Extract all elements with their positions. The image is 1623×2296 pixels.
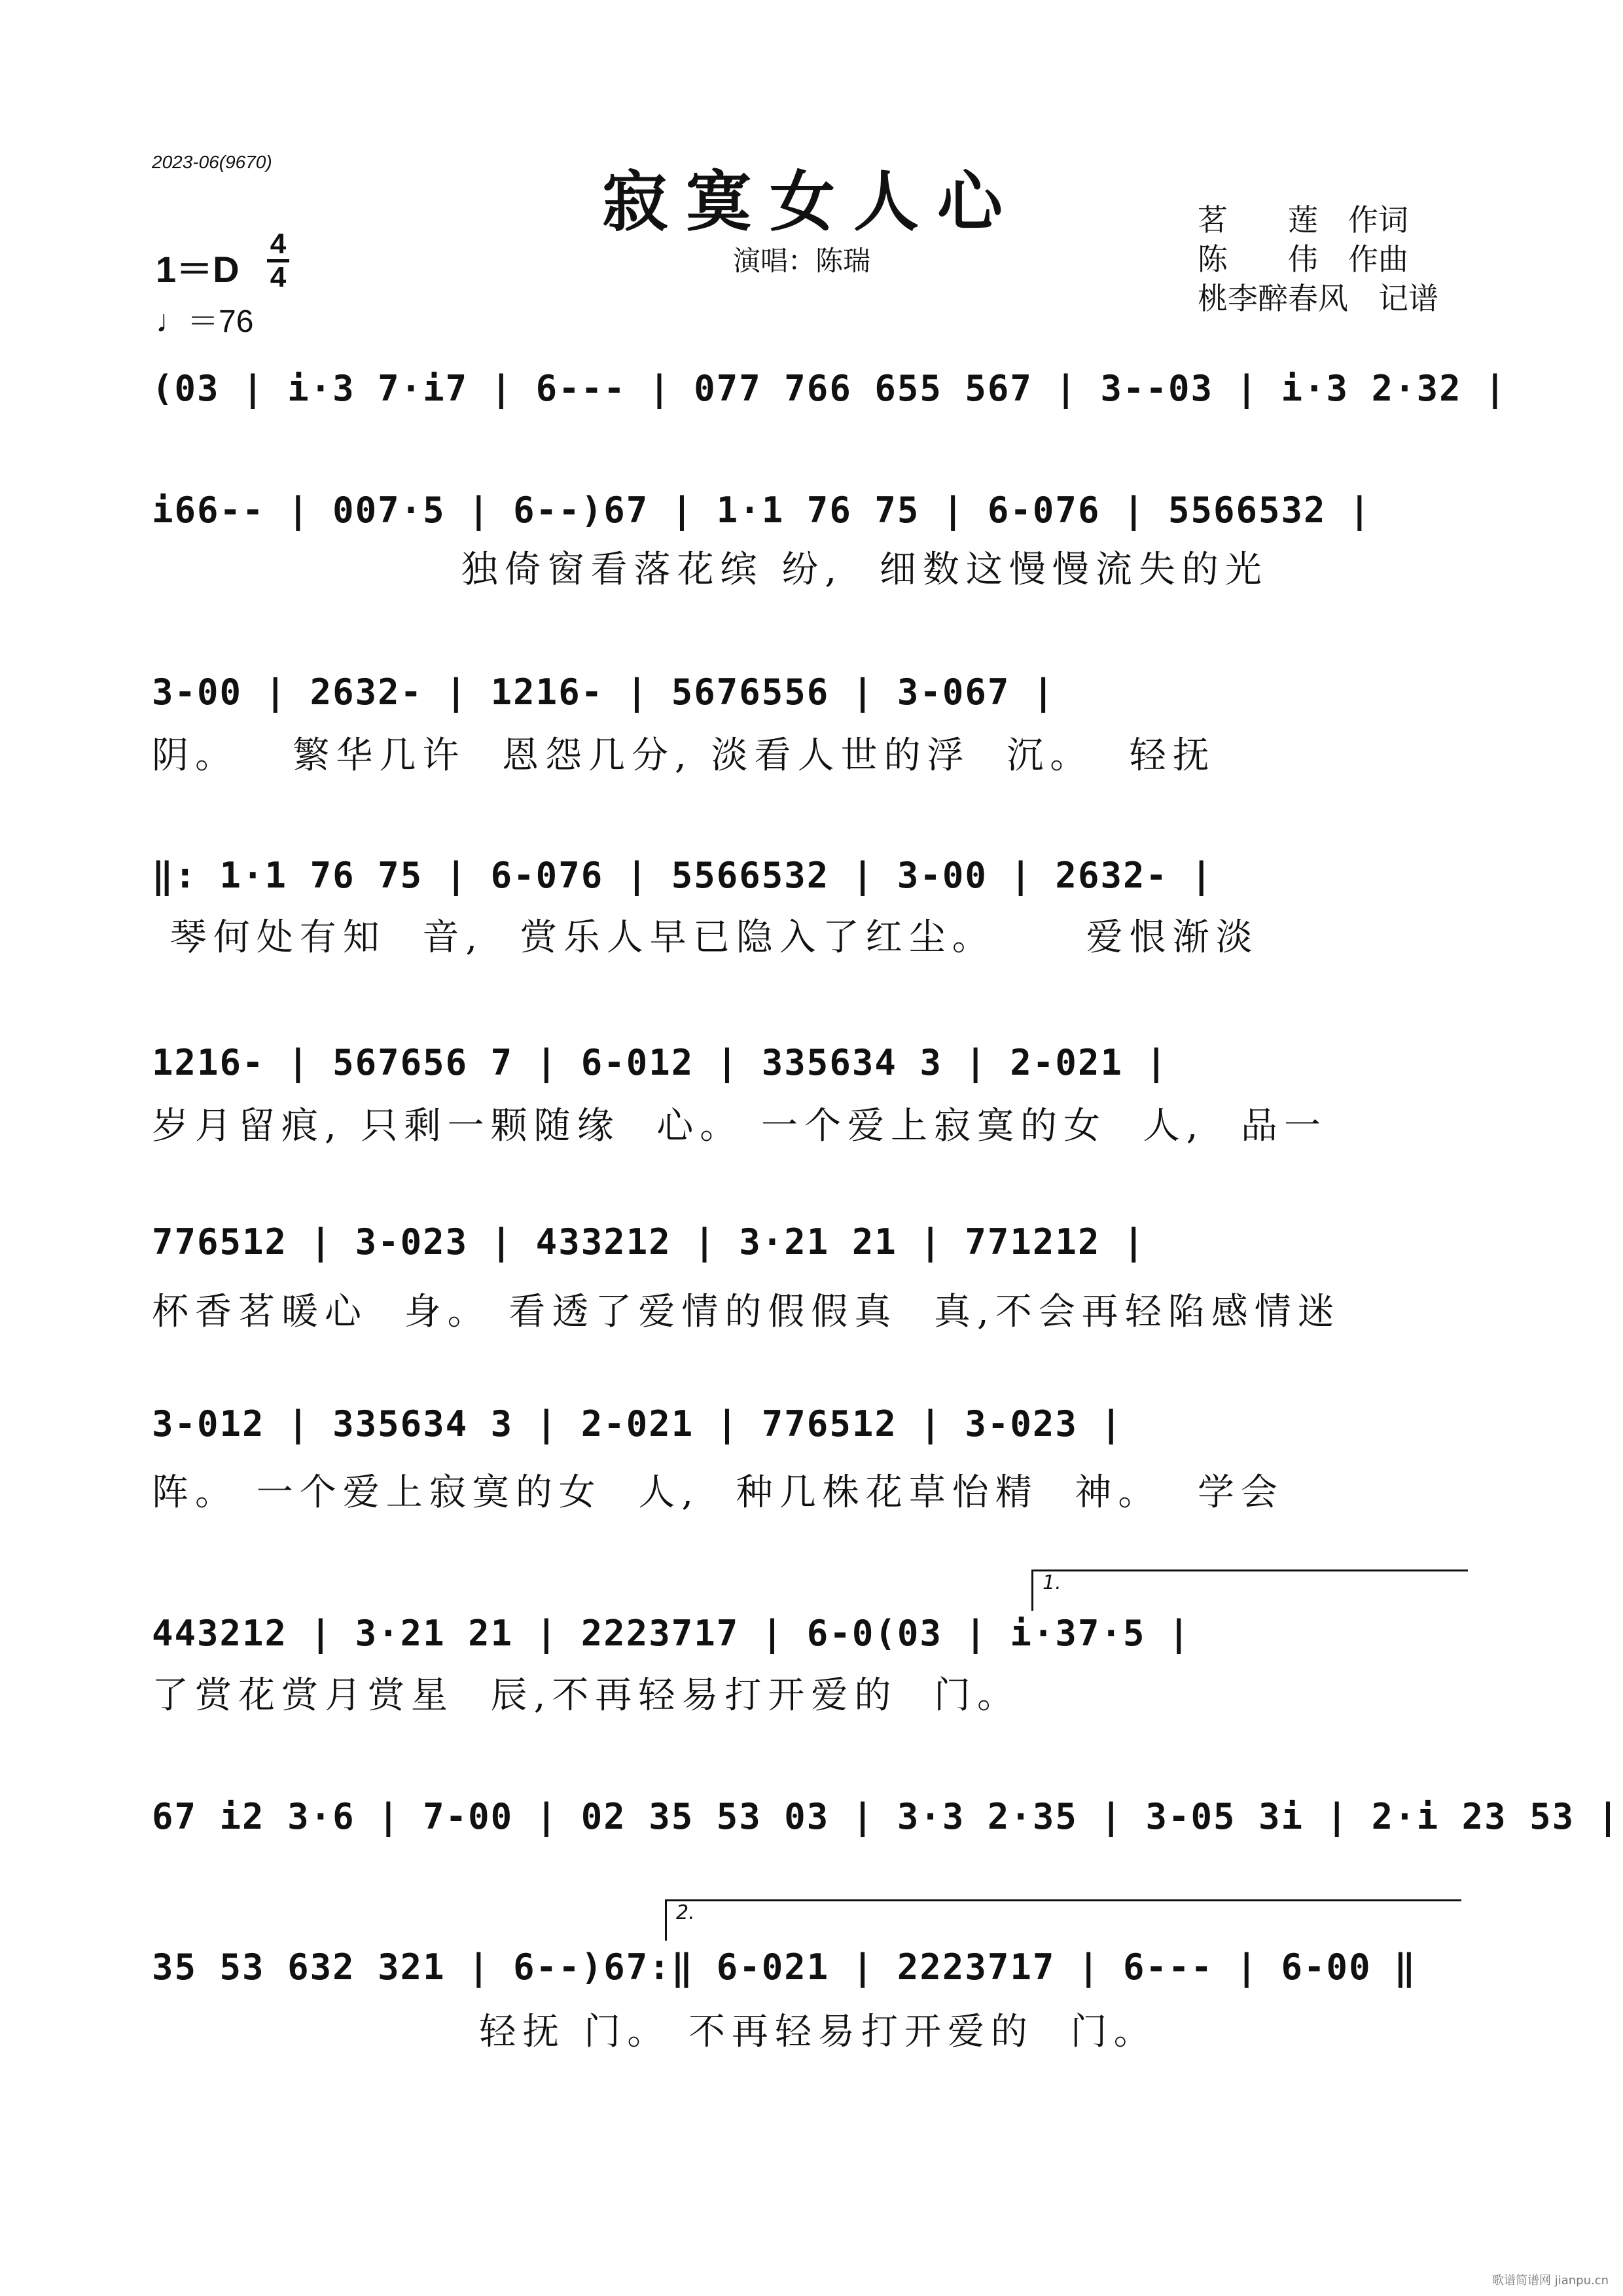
score-line-9: 67 i2 3·6 | 7-00 | 02 35 53 03 | 3·3 2·35 | 3-05 3i | 2·i 23 53 | bbox=[152, 1795, 1620, 1837]
score-line-3: 3-00 | 2632- | 1216- | 5676556 | 3-067 | bbox=[152, 671, 1056, 713]
score-line-5: 1216- | 567656 7 | 6-012 | 335634 3 | 2-021 | bbox=[152, 1041, 1168, 1083]
transcriber-credit: 桃李醉春风 记谱 bbox=[1198, 281, 1438, 316]
key-signature: 1＝D bbox=[156, 249, 240, 290]
score-code: 2023-06(9670) bbox=[152, 152, 272, 172]
lyrics-line-5: 岁月留痕, 只剩一颗随缘 心。 一个爱上寂寞的女 人, 品一 bbox=[152, 1105, 1328, 1147]
score-line-10: 35 53 632 321 | 6--)67:‖ 6-021 | 2223717 | 6--- | 6-00 ‖ bbox=[152, 1946, 1417, 1988]
lyrics-line-6: 杯香茗暖心 身。 看透了爱情的假假真 真,不会再轻陷感情迷 bbox=[152, 1291, 1341, 1333]
score-line-6: 776512 | 3-023 | 433212 | 3·21 21 | 771212 | bbox=[152, 1221, 1146, 1263]
quarter-note-icon: ♩ bbox=[156, 304, 187, 339]
song-title: 寂寞女人心 bbox=[602, 163, 1021, 240]
time-sig-bottom: 4 bbox=[270, 261, 287, 293]
score-line-8: 443212 | 3·21 21 | 2223717 | 6-0(03 | i·37·5 | bbox=[152, 1612, 1191, 1654]
composer-credit: 陈 伟 作曲 bbox=[1198, 242, 1408, 277]
lyricist-credit: 茗 莲 作词 bbox=[1198, 202, 1408, 238]
tempo-marking bbox=[156, 296, 253, 341]
score-line-1: (03 | i·3 7·i7 | 6--- | 077 766 655 567 | 3--03 | i·3 2·32 | bbox=[152, 367, 1507, 409]
site-watermark: 歌谱简谱网 jianpu.cn bbox=[1492, 2274, 1609, 2287]
singer-credit: 演唱：陈瑞 bbox=[733, 245, 871, 277]
time-signature bbox=[267, 230, 289, 291]
second-ending-bracket: 2. bbox=[665, 1899, 1461, 1941]
lyrics-line-2: 独倚窗看落花缤 纷, 细数这慢慢流失的光 bbox=[152, 548, 1268, 591]
time-sig-top: 4 bbox=[270, 228, 287, 260]
first-ending-bracket: 1. bbox=[1031, 1570, 1468, 1611]
lyrics-line-3: 阴。 繁华几许 恩怨几分, 淡看人世的浮 沉。 轻抚 bbox=[152, 734, 1216, 777]
tempo-value: ＝76 bbox=[187, 304, 254, 339]
lyrics-line-7: 阵。 一个爱上寂寞的女 人, 种几株花草怡精 神。 学会 bbox=[152, 1471, 1285, 1514]
lyrics-line-10: 轻抚 门。 不再轻易打开爱的 门。 bbox=[152, 2011, 1157, 2053]
lyrics-line-4: 琴何处有知 音, 赏乐人早已隐入了红尘。 爱恨渐淡 bbox=[152, 916, 1259, 959]
score-line-2: i66-- | 007·5 | 6--)67 | 1·1 76 75 | 6-076 | 5566532 | bbox=[152, 489, 1372, 531]
score-line-7: 3-012 | 335634 3 | 2-021 | 776512 | 3-023 | bbox=[152, 1403, 1123, 1444]
lyrics-line-8: 了赏花赏月赏星 辰,不再轻易打开爱的 门。 bbox=[152, 1674, 1021, 1717]
score-line-4: ‖: 1·1 76 75 | 6-076 | 5566532 | 3-00 | 2632- | bbox=[152, 854, 1214, 896]
